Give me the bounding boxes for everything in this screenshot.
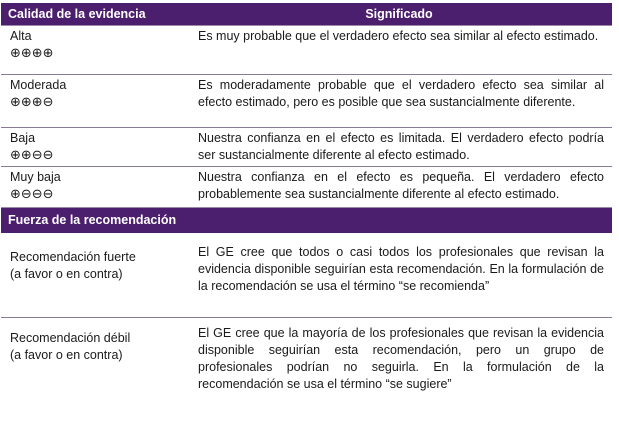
meaning-cell: Es muy probable que el verdadero efecto sea similar al efecto estimado. xyxy=(198,29,599,43)
recommendation-cell xyxy=(1,318,186,400)
recommendation-cell xyxy=(1,233,186,317)
header-quality: Calidad de la evidencia xyxy=(8,7,146,21)
table-row xyxy=(1,75,612,128)
recommendation-label: Recomendación fuerte xyxy=(10,250,136,264)
table-row xyxy=(1,128,612,167)
recommendation-qualifier: (a favor o en contra) xyxy=(10,267,123,281)
quality-label: Baja xyxy=(10,131,36,145)
quality-symbols: ⊕⊖⊖⊖ xyxy=(10,187,54,202)
quality-symbols: ⊕⊕⊕⊖ xyxy=(10,95,54,110)
meaning-cell: Nuestra confianza en el efecto es limitada. El verdadero efecto podría ser sustancialmente diferente al efecto estimado. xyxy=(198,131,604,162)
meaning-cell: Es moderadamente probable que el verdadero efecto sea similar al efecto estimado, pero es posible que sea sustancialmente diferente. xyxy=(198,78,604,109)
table-row xyxy=(1,233,612,318)
table-row xyxy=(1,318,612,400)
recommendation-label: Recomendación débil xyxy=(10,331,131,345)
quality-label: Moderada xyxy=(10,78,67,92)
table-header xyxy=(1,3,612,26)
table-row xyxy=(1,26,612,75)
meaning-cell: Nuestra confianza en el efecto es pequeña. El verdadero efecto probablemente sea sustancialmente diferente al efecto estimado. xyxy=(198,170,604,201)
quality-cell xyxy=(1,167,186,207)
quality-symbols: ⊕⊕⊖⊖ xyxy=(10,148,54,163)
header-meaning: Significado xyxy=(365,7,433,21)
quality-label: Muy baja xyxy=(10,170,61,184)
quality-cell xyxy=(1,75,186,127)
section-header-recommendation-strength: Fuerza de la recomendación xyxy=(1,207,612,233)
table-row xyxy=(1,167,612,207)
quality-label: Alta xyxy=(10,29,32,43)
meaning-cell: El GE cree que todos o casi todos los profesionales que revisan la evidencia disponible seguirían esta recomendación. En la formulación de la recomendación se usa el término “se recomienda” xyxy=(198,245,604,293)
recommendation-qualifier: (a favor o en contra) xyxy=(10,348,123,362)
quality-cell xyxy=(1,26,186,74)
meaning-cell: El GE cree que la mayoría de los profesionales que revisan la evidencia disponible seguirían esta recomendación, pero un grupo de profesionales podrían no seguirla. En la formulación de la recomendación se usa el término “se sugiere” xyxy=(198,326,604,391)
evidence-quality-table xyxy=(1,3,612,400)
quality-cell xyxy=(1,128,186,166)
quality-symbols: ⊕⊕⊕⊕ xyxy=(10,46,54,61)
